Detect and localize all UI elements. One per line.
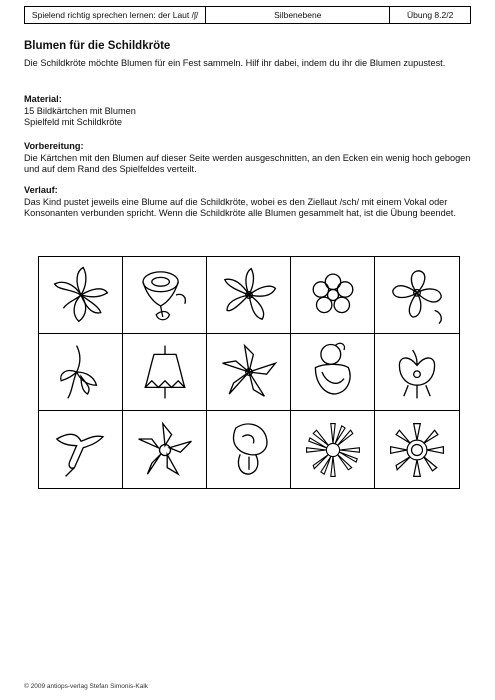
star-lily-icon (216, 339, 282, 405)
page-header (24, 6, 471, 24)
flower-card[interactable] (123, 411, 207, 488)
narcissus-flower-icon (132, 417, 198, 483)
snapdragon-flower-icon (216, 417, 282, 483)
intro-text: Die Schildkröte möchte Blumen für ein Fest sammeln. Hilf ihr dabei, indem du ihr die Blumen zupustest. (24, 58, 446, 68)
flower-card[interactable] (207, 411, 291, 488)
fuchsia-flower-icon (384, 339, 450, 405)
flower-card[interactable] (123, 334, 207, 411)
camellia-bud-icon (300, 339, 366, 405)
header-exercise-number: Übung 8.2/2 (407, 10, 454, 20)
procedure-section (24, 185, 474, 220)
trumpet-flower-icon (48, 417, 114, 483)
material-section (24, 94, 474, 129)
flower-card[interactable] (375, 411, 459, 488)
preparation-section (24, 141, 474, 176)
header-level: Silbenebene (206, 7, 390, 23)
flower-card[interactable] (39, 411, 123, 488)
flower-card[interactable] (39, 257, 123, 334)
procedure-heading: Verlauf: (24, 185, 58, 195)
wild-rose-icon (384, 262, 450, 328)
preparation-text: Die Kärtchen mit den Blumen auf dieser Seite werden ausgeschnitten, an den Ecken ein wenig hoch gebogen und auf dem Rand des Spielfeldes verteilt. (24, 152, 471, 175)
iris-flower-icon (48, 262, 114, 328)
flower-card[interactable] (39, 334, 123, 411)
material-item: Spielfeld mit Schildkröte (24, 117, 123, 128)
bellflower-icon (132, 339, 198, 405)
material-heading: Material: (24, 94, 62, 104)
sunflower-icon (384, 417, 450, 483)
header-subject: Spielend richtig sprechen lernen: der Laut /ʃ/ (25, 7, 206, 23)
flower-card-grid (38, 256, 460, 489)
flower-card[interactable] (375, 257, 459, 334)
procedure-text: Das Kind pustet jeweils eine Blume auf die Schildkröte, wobei es den Ziellaut /sch/ mit einem Vokal oder Konsonanten verbunden spricht. Wenn die Schildkröte alle Blumen gesammelt hat, ist die Übung beendet. (24, 196, 456, 219)
flower-card[interactable] (375, 334, 459, 411)
page-title: Blumen für die Schildkröte (24, 40, 171, 52)
flower-card[interactable] (291, 257, 375, 334)
preparation-heading: Vorbereitung: (24, 141, 84, 151)
flower-card[interactable] (123, 257, 207, 334)
material-item: 15 Bildkärtchen mit Blumen (24, 105, 136, 116)
lily-flower-icon (216, 262, 282, 328)
orchid-flower-icon (48, 339, 114, 405)
aster-flower-icon (300, 417, 366, 483)
flower-card[interactable] (291, 411, 375, 488)
morning-glory-icon (132, 262, 198, 328)
daisy-flower-icon (300, 262, 366, 328)
flower-card[interactable] (207, 257, 291, 334)
flower-card[interactable] (207, 334, 291, 411)
copyright-footer: © 2009 antiops-verlag Stefan Simonis-Kalk (24, 683, 149, 690)
flower-card[interactable] (291, 334, 375, 411)
